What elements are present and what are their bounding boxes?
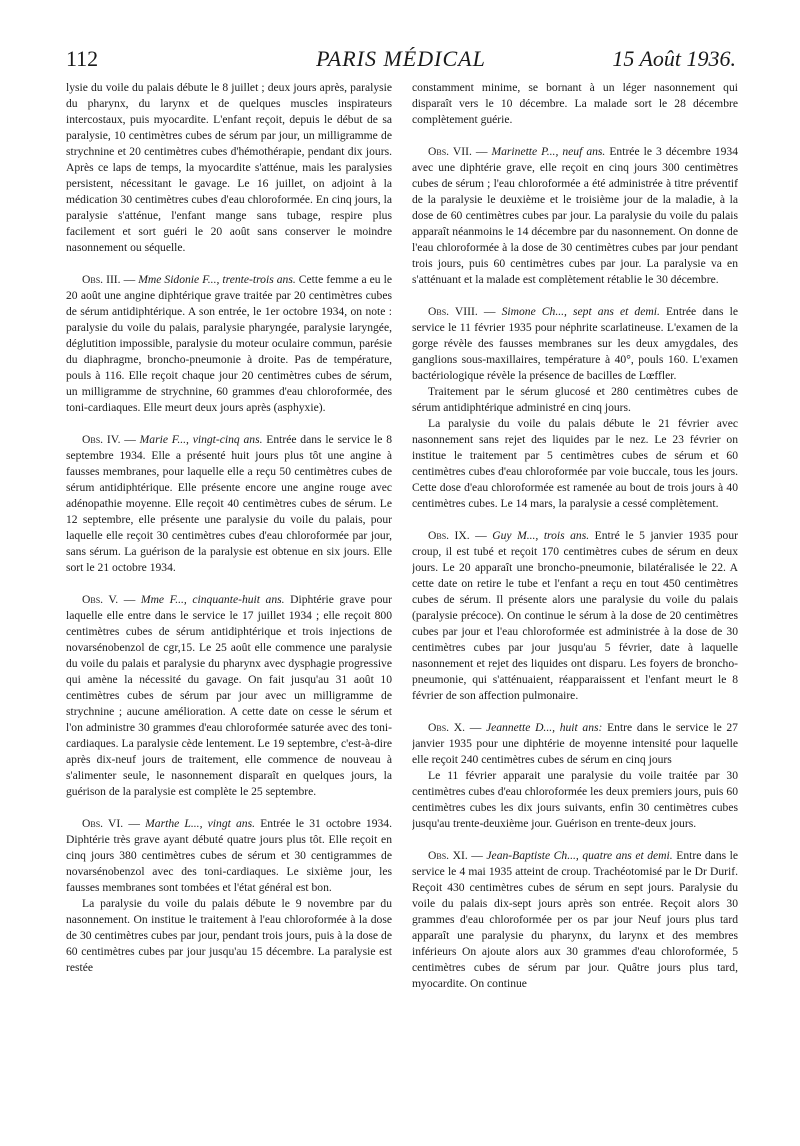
observation-text: Entrée le 3 décembre 1934 avec une diphtérie grave, elle reçoit en cinq jours 300 centimètres cubes de sérum ; l'eau chloroformée a été administrée à titre préventif de la paralysie le deuxième et le troisième jour de la maladie, à la dose de 60 centimètres cubes par jour. La paralysie du voile du palais apparaît néanmoins le 14 décembre par du nasonnement. On donne de l'eau chloroformée à la dose de 30 centimètres cubes par jour pendant trois jours, puis 60 centimètres cubes par jour. La paralysie va en s'atténuant et la malade est complètement rétablie le 30 décembre. <box>412 145 738 286</box>
observation-text: Entrée le 31 octobre 1934. Diphtérie très grave ayant débuté quatre jours plus tôt. Elle reçoit en cinq jours 380 centimètres cubes de sérum et 30 centigrammes de novarsénobenzol avec des toni-cardiaques. Le sixième jour, les fausses membranes sont tombées et l'état général est bon. <box>66 817 392 894</box>
observation-text: Cette femme a eu le 20 août une angine diphtérique grave traitée par 20 centimètres cubes de sérum antidiphtérique. A son entrée, le 1er octobre 1934, on note : paralysie du voile du palais, paralysie pharyngée, paralysie laryngée, déglutition impossible, paralysie du moteur oculaire commun, parésie du diaphragme, broncho-pneumonie à droite. Pas de température, pouls à 116. Elle reçoit chaque jour 20 centimètres cubes de sérum, un milligramme de strychnine, 60 grammes d'eau chloroformée, des toni-cardiaques. Elle meurt deux jours après (asphyxie). <box>66 273 392 414</box>
observation-3: Obs. III. — Mme Sidonie F..., trente-trois ans. Cette femme a eu le 20 août une angine diphtérique grave traitée par 20 centimètres cubes de sérum antidiphtérique. A son entrée, le 1er octobre 1934, on note : paralysie du voile du palais, paralysie pharyngée, paralysie laryngée, déglutition impossible, paralysie du moteur oculaire commun, parésie du diaphragme, broncho-pneumonie à droite. Pas de température, pouls à 116. Elle reçoit chaque jour 20 centimètres cubes de sérum, un milligramme de strychnine, 60 grammes d'eau chloroformée, des toni-cardiaques. Elle meurt deux jours après (asphyxie). <box>66 273 392 414</box>
observation-text: Entrée dans le service le 8 septembre 1934. Elle a présenté huit jours plus tôt une angine à fausses membranes, pour laquelle elle a reçu 50 centimètres cubes de sérum antidiphtérique. Elle présente encore une angine rouge avec adénopathie moyenne. Elle reçoit 40 centimètres cubes de sérum. Le 12 septembre, elle présente une paralysie du voile du palais, pour laquelle elle reçoit 30 centimètres cubes d'eau chloroformée par jour, sans sérum. La guérison de la paralysie est obtenue en six jours. Elle sort le 21 octobre 1934. <box>66 433 392 574</box>
observation-label: Obs. V. <box>82 593 119 606</box>
page-header <box>66 46 736 76</box>
observation-8: Obs. VIII. — Simone Ch..., sept ans et demi. Entrée dans le service le 11 février 1935 pour néphrite scarlatineuse. L'examen de la gorge révèle des fausses membranes sur les deux amygdales, des ganglions sous-maxillaires, température à 40°, pouls 160. L'examen bactériologique révèle la présence de bacilles de Lœffler. <box>412 305 738 382</box>
paragraph: La paralysie du voile du palais débute le 9 novembre par du nasonnement. On institue le traitement à l'eau chloroformée à la dose de 30 centimètres cubes par jour, pendant trois jours, puis à la dose de 60 centimètres cubes par jour jusqu'au 15 décembre. La paralysie est restée <box>66 897 392 974</box>
observation-label: Obs. XI. <box>428 849 468 862</box>
patient-name: Mme Sidonie F..., trente-trois ans. <box>138 273 296 286</box>
journal-title: PARIS MÉDICAL <box>316 46 486 71</box>
patient-name: Mme F..., cinquante-huit ans. <box>140 593 285 606</box>
observation-label: Obs. IX. <box>428 529 470 542</box>
paragraph: La paralysie du voile du palais débute le 21 février avec nasonnement sans rejet des liquides par le nez. Le 23 février on institue le traitement par 5 centimètres cubes de sérum et 60 centimètres cubes d'eau chloroformée par voie buccale, tous les jours. Cette dose d'eau chloroformée est ramenée au bout de trois jours à 40 centimètres cubes. Le 14 mars, la paralysie a cessé complètement. <box>412 417 738 510</box>
observation-text: Diphtérie grave pour laquelle elle entre dans le service le 17 juillet 1934 ; elle reçoit 800 centimètres cubes de sérum antidiphtérique et trois injections de novarsénobenzol de cgr,15. Le 25 août elle commence une paralysie du voile du palais et paralysie du pharynx avec dysphagie progressive qui amène la nécessité du gavage. On fait jusqu'au 31 août 10 centimètres cubes de sérum par jour avec un milligramme de strychnine ; aucune amélioration. A cette date on cesse le sérum et l'on administre 30 grammes d'eau chloroformée saturée avec des toni-cardiaques. La paralysie cède lentement. Le 19 septembre, c'est-à-dire après dix-neuf jours de traitement, elle commence de nouveau à s'alimenter seule, le nasonnement disparaît en quelques jours, la guérison de la paralysie est complète le 25 septembre. <box>66 593 392 798</box>
observation-text: Entré le 5 janvier 1935 pour croup, il est tubé et reçoit 170 centimètres cubes de sérum en deux jours. Le 20 apparaît une broncho-pneumonie, bilatéralisée le 22. A cette date on retire le tube et l'enfant a reçu en tout 450 centimètres cubes de sérum. Il présente alors une paralysie du voile du palais (paralysie précoce). On continue le sérum à la dose de 20 centimètres cubes par jour et l'eau chloroformée est administrée à la dose de 30 centimètres cubes par jour jusqu'au 5 février, date à laquelle nasonnement et rejet des liquides ont disparu. Les foyers de broncho-pneumonie, qui s'atténuaient, réapparaissent et l'enfant meurt le 8 février de son affection pulmonaire. <box>412 529 738 702</box>
paragraph: constamment minime, se bornant à un léger nasonnement qui disparaît vers le 10 décembre. La malade sort le 28 décembre complètement guérie. <box>412 81 738 126</box>
patient-name: Marinette P..., neuf ans. <box>491 145 606 158</box>
observation-text: Entre dans le service le 4 mai 1935 atteint de croup. Trachéotomisé par le Dr Durif. Reçoit 430 centimètres cubes de sérum en sept jours. Paralysie du voile du palais dix-sept jours après son entrée. Reçoit alors 30 grammes d'eau chloroformée per os par jour Neuf jours plus tard apparaît une paralysie du pharynx, du larynx et des membres inférieurs On ajoute alors aux 30 grammes d'eau chloroformée, 5 centimètres cubes de sérum par jour. Quâtre jours plus tard, myocardite. On continue <box>412 849 738 990</box>
patient-name: Jean-Baptiste Ch..., quatre ans et demi. <box>486 849 673 862</box>
observation-4: Obs. IV. — Marie F..., vingt-cinq ans. Entrée dans le service le 8 septembre 1934. Elle a présenté huit jours plus tôt une angine à fausses membranes, pour laquelle elle a reçu 50 centimètres cubes de sérum antidiphtérique. Elle présente encore une angine rouge avec adénopathie moyenne. Elle reçoit 40 centimètres cubes de sérum. Le 12 septembre, elle présente une paralysie du voile du palais, pour laquelle elle reçoit 30 centimètres cubes d'eau chloroformée par jour, sans sérum. La guérison de la paralysie est obtenue en six jours. Elle sort le 21 octobre 1934. <box>66 433 392 574</box>
left-column <box>66 80 392 1130</box>
issue-date: 15 Août 1936. <box>612 46 736 71</box>
observation-10: Obs. X. — Jeannette D..., huit ans: Entre dans le service le 27 janvier 1935 pour une diphtérie de moyenne intensité pour laquelle elle reçoit 240 centimètres cubes de sérum en cinq jours <box>412 721 738 766</box>
observation-label: Obs. III. <box>82 273 121 286</box>
observation-11: Obs. XI. — Jean-Baptiste Ch..., quatre ans et demi. Entre dans le service le 4 mai 1935 atteint de croup. Trachéotomisé par le Dr Durif. Reçoit 430 centimètres cubes de sérum en sept jours. Paralysie du voile du palais dix-sept jours après son entrée. Reçoit alors 30 grammes d'eau chloroformée per os par jour Neuf jours plus tard apparaît une paralysie du pharynx, du larynx et des membres inférieurs On ajoute alors aux 30 grammes d'eau chloroformée, 5 centimètres cubes de sérum par jour. Quâtre jours plus tard, myocardite. On continue <box>412 849 738 990</box>
article-body <box>66 80 738 1130</box>
observation-5: Obs. V. — Mme F..., cinquante-huit ans. Diphtérie grave pour laquelle elle entre dans le service le 17 juillet 1934 ; elle reçoit 800 centimètres cubes de sérum antidiphtérique et trois injections de novarsénobenzol de cgr,15. Le 25 août elle commence une paralysie du voile du palais et paralysie du pharynx avec dysphagie progressive qui amène la nécessité du gavage. On fait jusqu'au 31 août 10 centimètres cubes de sérum par jour avec un milligramme de strychnine ; aucune amélioration. A cette date on cesse le sérum et l'on administre 30 grammes d'eau chloroformée saturée avec des toni-cardiaques. La paralysie cède lentement. Le 19 septembre, c'est-à-dire après dix-neuf jours de traitement, elle commence de nouveau à s'alimenter seule, le nasonnement disparaît en quelques jours, la guérison de la paralysie est complète le 25 septembre. <box>66 593 392 798</box>
observation-label: Obs. X. <box>428 721 466 734</box>
patient-name: Jeannette D..., huit ans: <box>485 721 603 734</box>
observation-text: Entre dans le service le 27 janvier 1935 pour une diphtérie de moyenne intensité pour laquelle elle reçoit 240 centimètres cubes de sérum en cinq jours <box>412 721 738 766</box>
observation-label: Obs. VI. <box>82 817 124 830</box>
observation-6: Obs. VI. — Marthe L..., vingt ans. Entrée le 31 octobre 1934. Diphtérie très grave ayant débuté quatre jours plus tôt. Elle reçoit en cinq jours 380 centimètres cubes de sérum et 30 centigrammes de novarsénobenzol avec des toni-cardiaques. Le sixième jour, les fausses membranes sont tombées et l'état général est bon. <box>66 817 392 894</box>
paragraph: lysie du voile du palais débute le 8 juillet ; deux jours après, paralysie du pharynx, du larynx et de quelques muscles inspirateurs intercostaux, puis myocardite. L'enfant reçoit, depuis le début de sa paralysie, 10 centimètres cubes de sérum par jour, un milligramme de strychnine et 20 centimètres cubes d'hémothérapie, pendant dix jours. Après ce laps de temps, la myocardite s'atténue, mais les paralysies persistent, nécessitant le gavage. Le 16 juillet, on adjoint à la médication 30 centimètres cubes d'eau chloroformée. En cinq jours, la paralysie s'atténue, l'enfant mange sans tubage, respire plus facilement et sort guéri le 20 août sans conserver le moindre nasonnement ou séquelle. <box>66 81 392 254</box>
observation-text: Entrée dans le service le 11 février 1935 pour néphrite scarlatineuse. L'examen de la gorge révèle des fausses membranes sur les deux amygdales, des ganglions sous-maxillaires, température à 40°, pouls 160. L'examen bactériologique révèle la présence de bacilles de Lœffler. <box>412 305 738 382</box>
patient-name: Simone Ch..., sept ans et demi. <box>501 305 660 318</box>
right-column <box>412 80 738 1130</box>
observation-label: Obs. VIII. <box>428 305 478 318</box>
patient-name: Marie F..., vingt-cinq ans. <box>139 433 263 446</box>
observation-7: Obs. VII. — Marinette P..., neuf ans. Entrée le 3 décembre 1934 avec une diphtérie grave, elle reçoit en cinq jours 300 centimètres cubes de sérum ; l'eau chloroformée a été administrée à titre préventif de la paralysie le deuxième et le troisième jour de la maladie, à la dose de 60 centimètres cubes par jour. La paralysie du voile du palais apparaît néanmoins le 14 décembre par du nasonnement. On donne de l'eau chloroformée à la dose de 30 centimètres cubes par jour pendant trois jours, puis 60 centimètres cubes par jour. La paralysie va en s'atténuant et la malade est complètement rétablie le 30 décembre. <box>412 145 738 286</box>
observation-9: Obs. IX. — Guy M..., trois ans. Entré le 5 janvier 1935 pour croup, il est tubé et reçoit 170 centimètres cubes de sérum en deux jours. Le 20 apparaît une broncho-pneumonie, bilatéralisée le 22. A cette date on retire le tube et l'enfant a reçu en tout 450 centimètres cubes de sérum. Il présente alors une paralysie du voile du palais (paralysie précoce). On continue le sérum à la dose de 20 centimètres cubes par jour et l'eau chloroformée est administrée à la dose de 30 centimètres cubes par jour jusqu'au 5 février, date à laquelle nasonnement et rejet des liquides ont disparu. Les foyers de broncho-pneumonie, qui s'atténuaient, réapparaissent et l'enfant meurt le 8 février de son affection pulmonaire. <box>412 529 738 702</box>
paragraph: Traitement par le sérum glucosé et 280 centimètres cubes de sérum antidiphtérique administré en cinq jours. <box>412 385 738 414</box>
observation-label: Obs. IV. <box>82 433 121 446</box>
page-number: 112 <box>66 46 99 71</box>
patient-name: Marthe L..., vingt ans. <box>145 817 256 830</box>
paragraph: Le 11 février apparait une paralysie du voile traitée par 30 centimètres cubes d'eau chloroformée les deux premiers jours, puis 60 centimètres cubes les dix jours suivants, enfin 30 centimètres cubes jusqu'au trente-deuxième jour. Guérison en trente-deux jours. <box>412 769 738 830</box>
patient-name: Guy M..., trois ans. <box>492 529 590 542</box>
observation-label: Obs. VII. <box>428 145 472 158</box>
